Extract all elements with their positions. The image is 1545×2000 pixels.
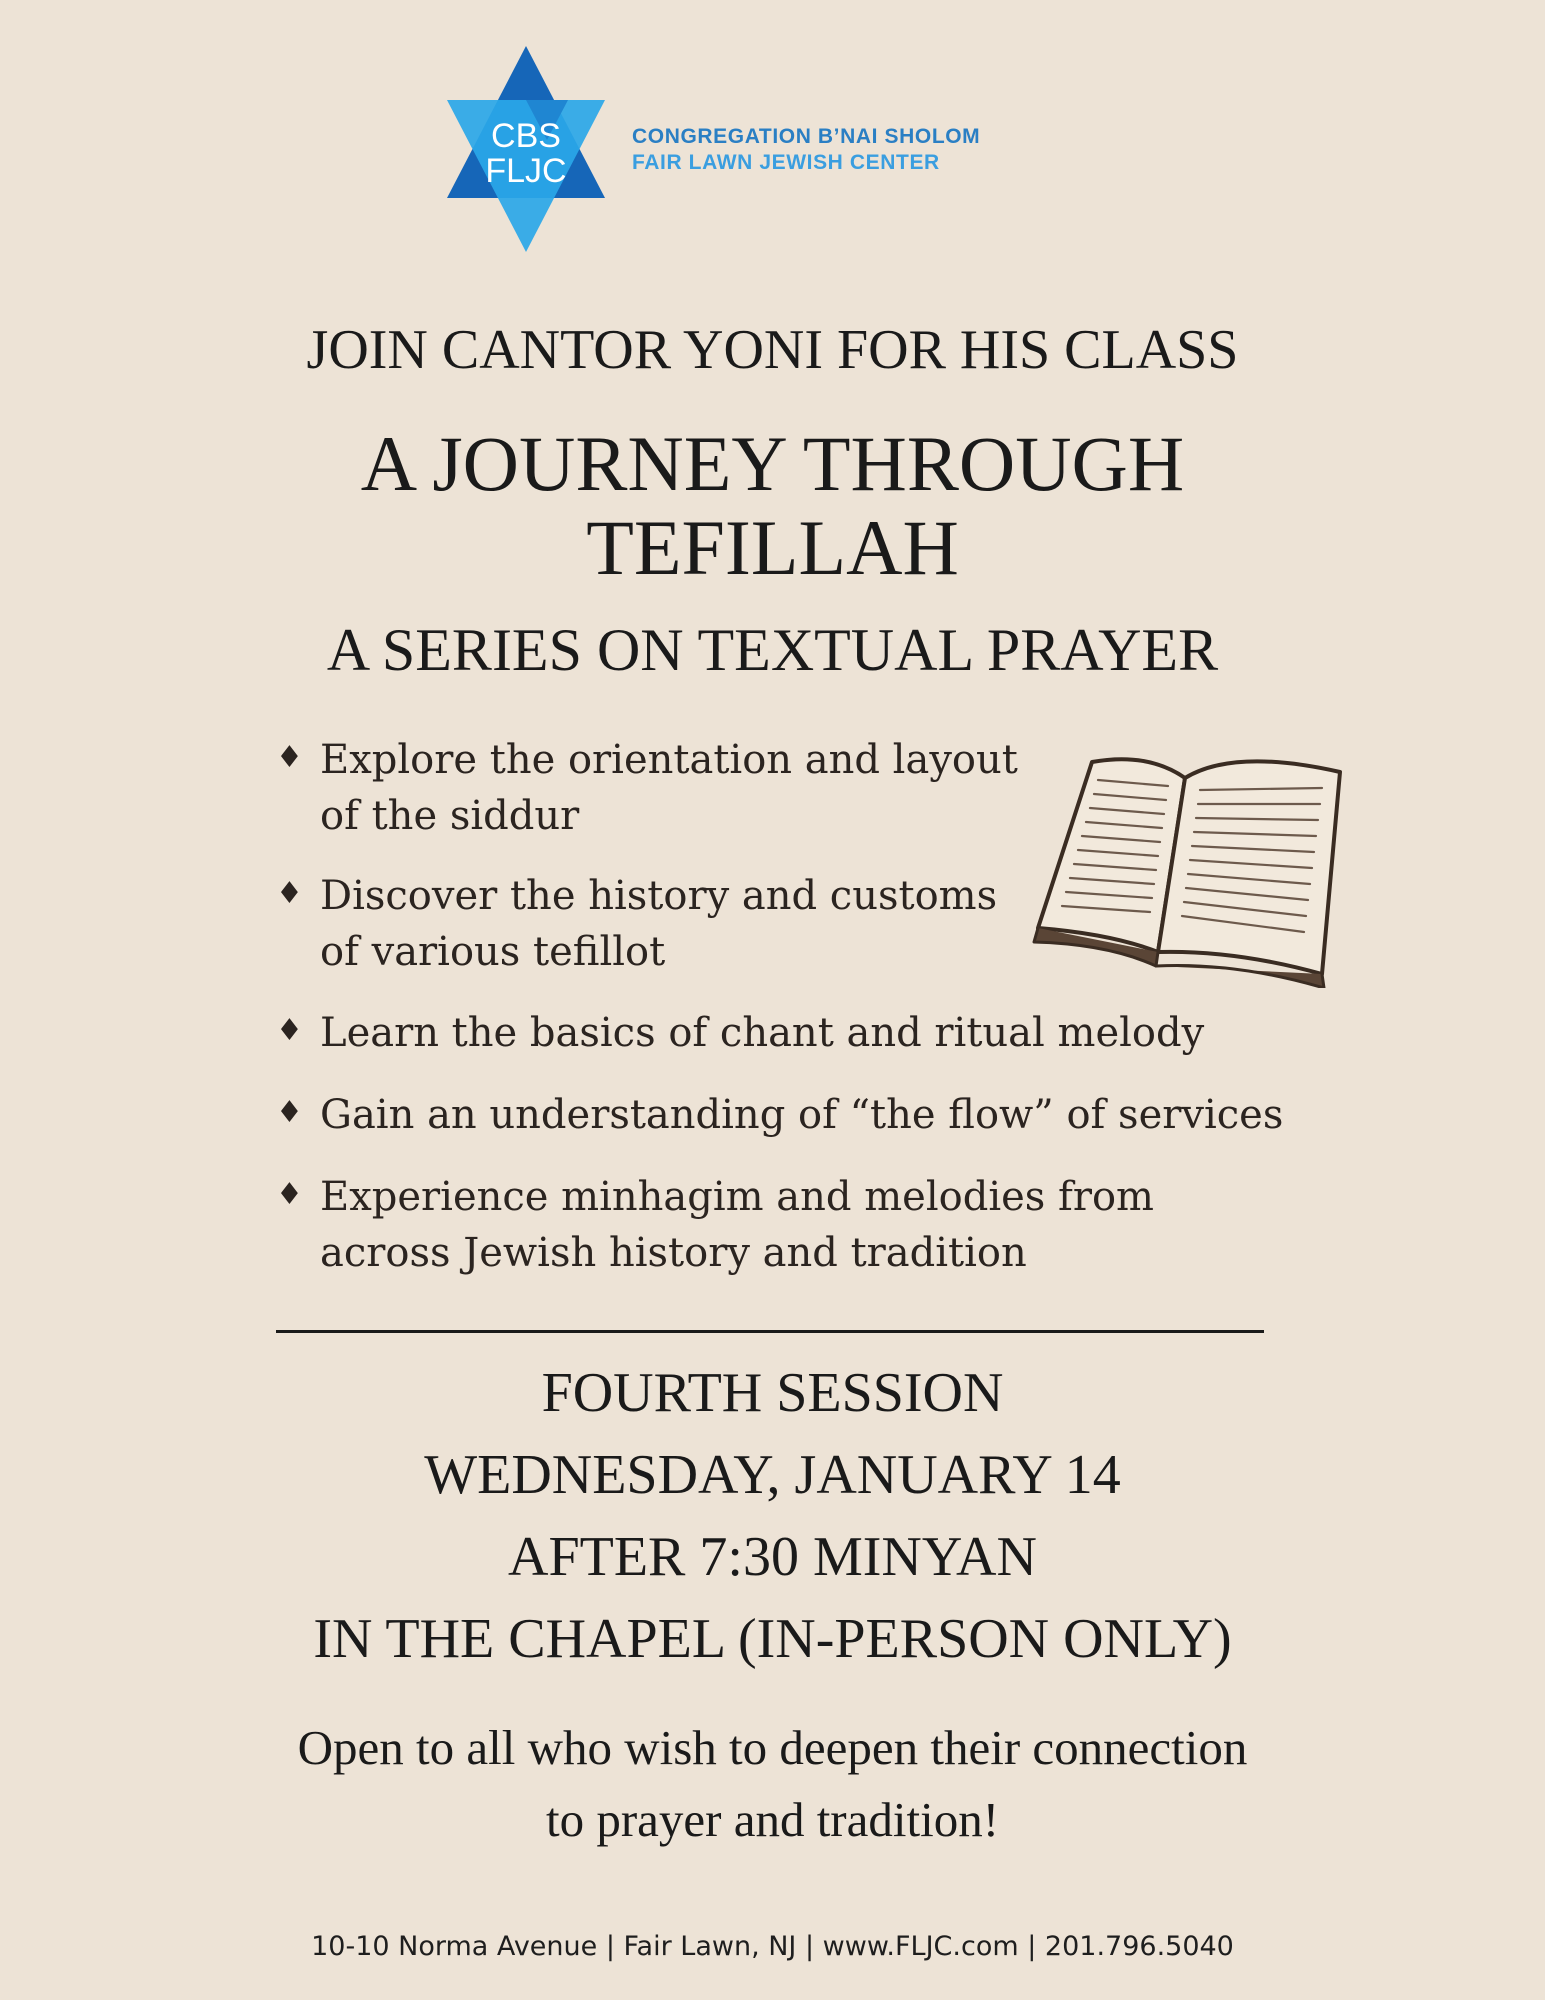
list-item [272,1169,1292,1285]
logo-text-fljc: FLJC [485,152,567,190]
title-line1: A JOURNEY THROUGH [360,420,1185,507]
bullet-text-line: across Jewish history and tradition [320,1230,1027,1276]
org-name-line1: CONGREGATION B’NAI SHOLOM [632,125,981,148]
list-item [272,1087,1292,1143]
diamond-bullet-icon: ♦ [276,1177,303,1212]
page-subtitle: A SERIES ON TEXTUAL PRAYER [326,617,1219,683]
diamond-bullet-icon: ♦ [276,876,303,911]
invitation-line2: to prayer and tradition! [545,1792,1000,1847]
bullet-text-line: Discover the history and customs [320,873,998,919]
session-time: AFTER 7:30 MINYAN [508,1526,1037,1588]
logo-text-cbs: CBS [491,117,561,155]
invitation-line1: Open to all who wish to deepen their connection [297,1720,1248,1775]
list-item [272,1005,1292,1061]
org-name-line2: FAIR LAWN JEWISH CENTER [632,151,940,174]
diamond-bullet-icon: ♦ [276,740,303,775]
bullet-text-line: of the siddur [320,793,580,839]
contact-footer: 10-10 Norma Avenue | Fair Lawn, NJ | www.FLJC.com | 201.796.5040 [311,1931,1234,1962]
invitation-text [0,1712,1545,1856]
session-location: IN THE CHAPEL (IN-PERSON ONLY) [313,1608,1232,1670]
page-title [0,422,1545,590]
open-book-icon [1030,738,1350,988]
diamond-bullet-icon: ♦ [276,1095,303,1130]
diamond-bullet-icon: ♦ [276,1013,303,1048]
session-details [0,1352,1545,1680]
intro-heading: JOIN CANTOR YONI FOR HIS CLASS [306,319,1239,381]
bullet-text-line: Gain an understanding of “the flow” of services [320,1092,1284,1138]
organization-name [632,124,980,176]
session-name: FOURTH SESSION [541,1362,1004,1424]
session-date: WEDNESDAY, JANUARY 14 [424,1444,1121,1506]
bullet-text-line: Experience minhagim and melodies from [320,1174,1154,1220]
bullet-text-line: Learn the basics of chant and ritual melody [320,1010,1205,1056]
title-line2: TEFILLAH [586,504,959,591]
bullet-text-line: Explore the orientation and layout [320,737,1018,783]
bullet-text-line: of various tefillot [320,929,666,975]
divider [276,1330,1264,1333]
star-of-david-icon [435,44,617,254]
